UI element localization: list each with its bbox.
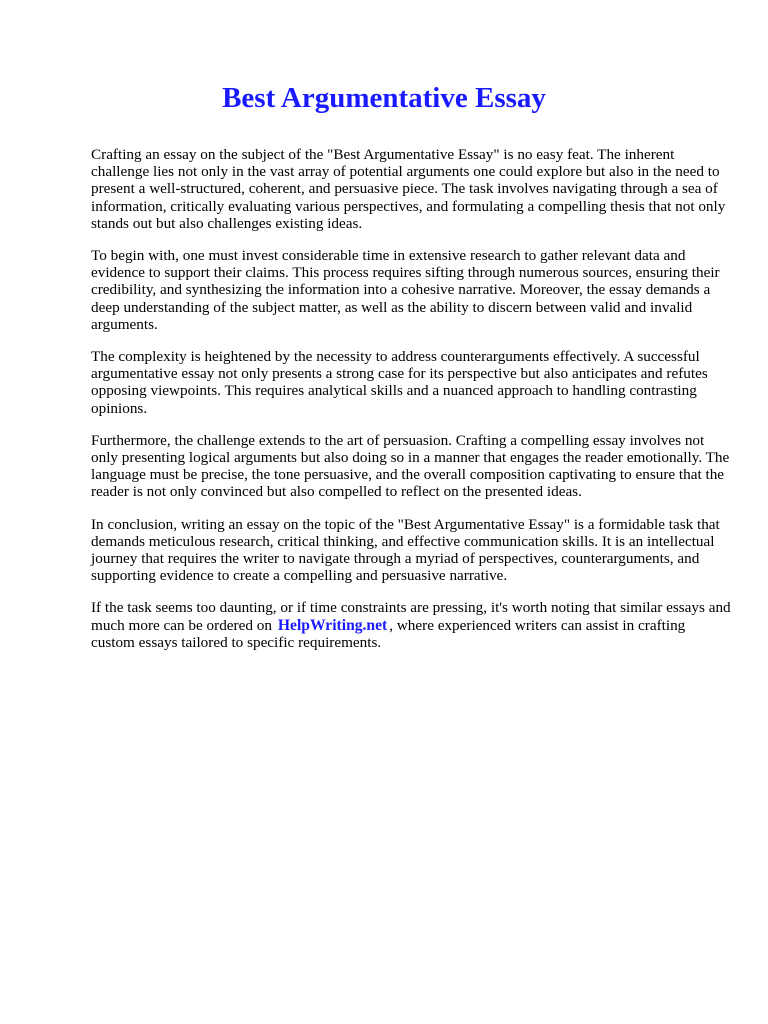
paragraph-6: [91, 599, 731, 651]
paragraph-6-text-after-link: , where experienced writers can assist in crafting custom essays tailored to specific requirements.: [91, 616, 686, 651]
helpwriting-link[interactable]: HelpWriting.net: [277, 616, 388, 634]
paragraph-6-text-before-link: If the task seems too daunting, or if time constraints are pressing, it's worth noting that similar essays and much more can be ordered on: [91, 599, 731, 634]
document-body: [91, 146, 731, 666]
paragraph-4: Furthermore, the challenge extends to the art of persuasion. Crafting a compelling essay involves not only presenting logical arguments but also doing so in a manner that engages the reader emotionally. The language must be precise, the tone persuasive, and the overall composition captivating to ensure that the reader is not only convinced but also compelled to reflect on the presented ideas.: [91, 431, 730, 501]
paragraph-1: Crafting an essay on the subject of the "Best Argumentative Essay" is no easy feat. The inherent challenge lies not only in the vast array of potential arguments one could explore but also in the need to present a well-structured, coherent, and persuasive piece. The task involves navigating through a sea of information, critically evaluating various perspectives, and formulating a compelling thesis that not only stands out but also challenges existing ideas.: [91, 146, 726, 232]
paragraph-5: In conclusion, writing an essay on the topic of the "Best Argumentative Essay" is a formidable task that demands meticulous research, critical thinking, and effective communication skills. It is an intellectual journey that requires the writer to navigate through a myriad of perspectives, counterarguments, and supporting evidence to create a compelling and persuasive narrative.: [91, 515, 720, 585]
paragraph-3: The complexity is heightened by the necessity to address counterarguments effectively. A successful argumentative essay not only presents a strong case for its perspective but also anticipates and refutes opposing viewpoints. This requires analytical skills and a nuanced approach to handling contrasting opinions.: [91, 348, 708, 417]
paragraph-2: To begin with, one must invest considerable time in extensive research to gather relevant data and evidence to support their claims. This process requires sifting through numerous sources, ensuring their credibility, and synthesizing the information into a cohesive narrative. Moreover, the essay demands a deep understanding of the subject matter, as well as the ability to discern between valid and invalid arguments.: [91, 247, 720, 333]
document-title: Best Argumentative Essay: [222, 82, 546, 114]
